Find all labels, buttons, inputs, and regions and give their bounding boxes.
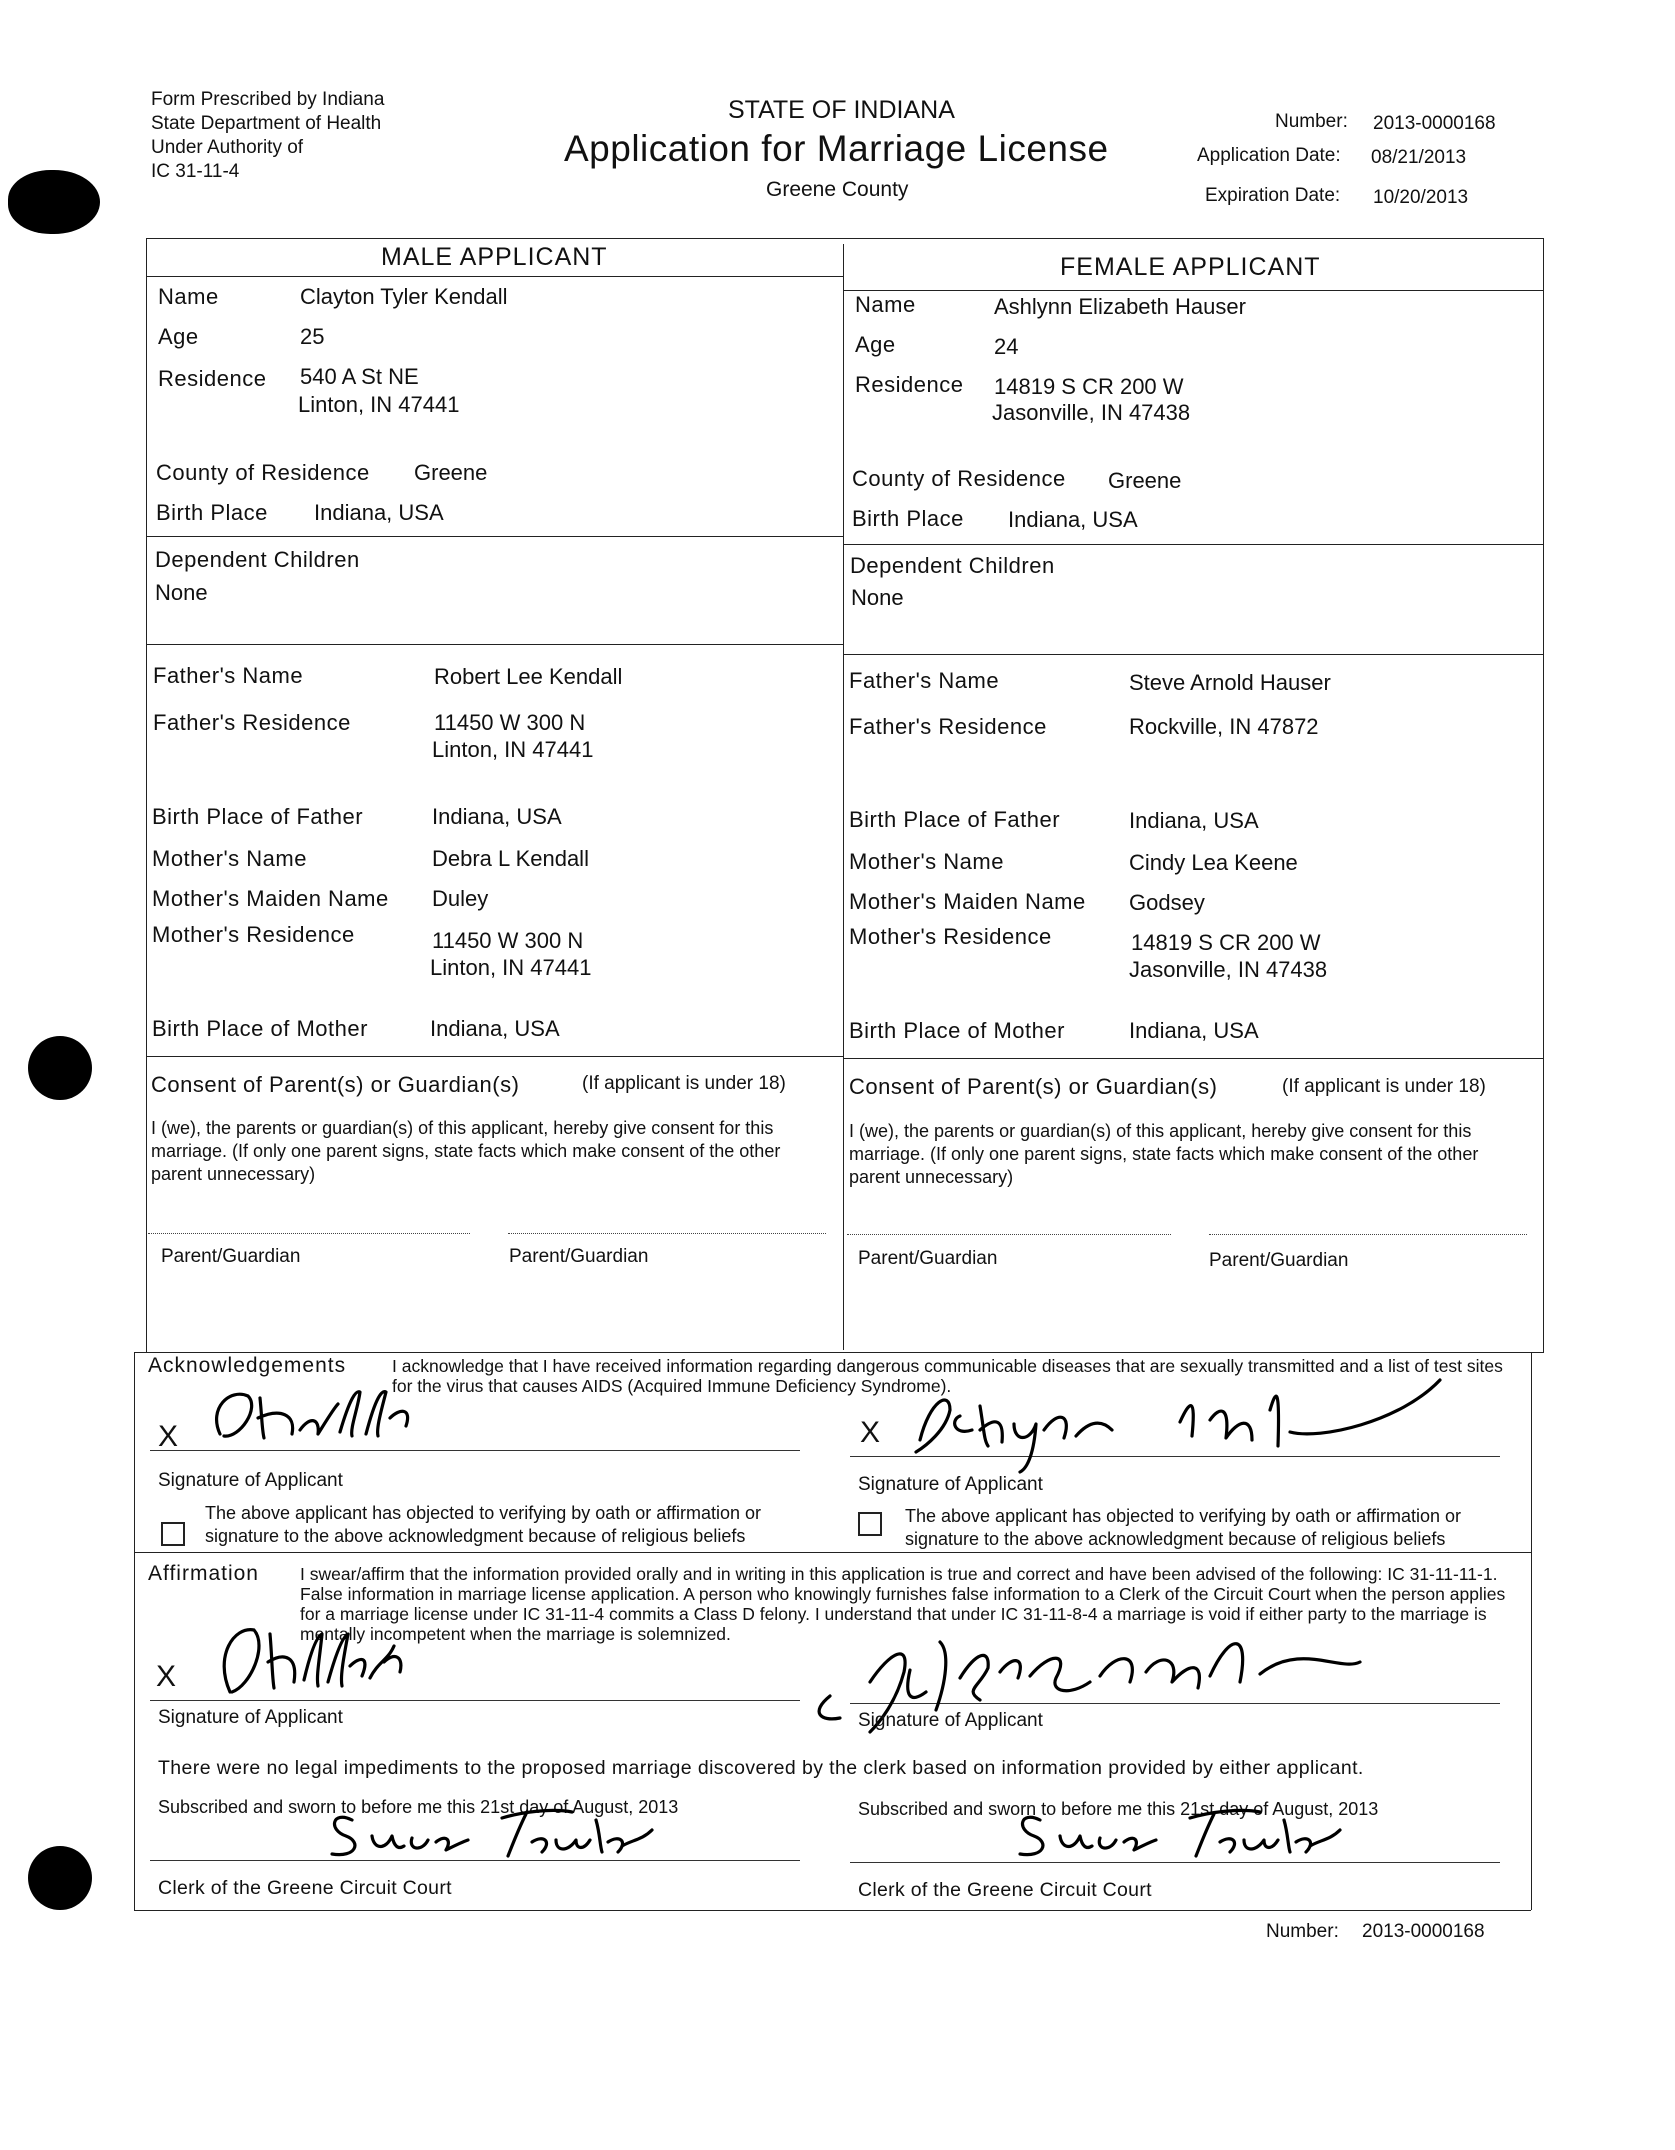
male-county-value: Greene: [414, 460, 488, 485]
female-sig-of-applicant-1: Signature of Applicant: [858, 1474, 1043, 1495]
male-heading: MALE APPLICANT: [381, 243, 608, 271]
application-date-value: 08/21/2013: [1371, 147, 1467, 168]
state-heading: STATE OF INDIANA: [728, 96, 955, 124]
punch-hole-top: [8, 170, 100, 234]
female-residence-label: Residence: [855, 372, 964, 397]
female-clerk-caption: Clerk of the Greene Circuit Court: [858, 1879, 1152, 1901]
male-ack-sig-x: X: [158, 1420, 179, 1453]
female-dependent-value: None: [851, 585, 904, 610]
male-objection-text: The above applicant has objected to verifying by oath or affirmation or signature to the above acknowledgment because of religious beliefs: [205, 1503, 761, 1546]
number-label: Number:: [1275, 111, 1348, 132]
punch-hole-middle: [28, 1036, 92, 1100]
female-consent-title: Consent of Parent(s) or Guardian(s): [849, 1074, 1218, 1099]
female-mother-name-label: Mother's Name: [849, 849, 1004, 874]
male-clerk-signature: [312, 1790, 672, 1870]
female-dependent-label: Dependent Children: [850, 553, 1055, 578]
county-heading: Greene County: [766, 178, 909, 201]
male-parent-guardian-1: Parent/Guardian: [161, 1246, 301, 1267]
female-consent-note: (If applicant is under 18): [1282, 1076, 1486, 1097]
prescribed-line-3: Under Authority of: [151, 137, 304, 158]
male-county-label: County of Residence: [156, 460, 370, 485]
male-residence-line-1: 540 A St NE: [300, 364, 419, 389]
male-mother-maiden-label: Mother's Maiden Name: [152, 886, 389, 911]
male-father-birth-label: Birth Place of Father: [152, 804, 364, 829]
prescribed-line-1: Form Prescribed by Indiana: [151, 89, 385, 110]
male-consent-note: (If applicant is under 18): [582, 1073, 786, 1094]
punch-hole-bottom: [28, 1846, 92, 1910]
male-parent-guardian-2: Parent/Guardian: [509, 1246, 649, 1267]
female-residence-line-2: Jasonville, IN 47438: [992, 400, 1191, 425]
male-father-res-label: Father's Residence: [153, 710, 351, 735]
prescribed-line-2: State Department of Health: [151, 113, 382, 134]
male-mother-birth-label: Birth Place of Mother: [152, 1016, 368, 1041]
male-mother-res-label: Mother's Residence: [152, 922, 355, 947]
male-ack-signature: [200, 1378, 460, 1458]
male-consent-text: I (we), the parents or guardian(s) of this applicant, hereby give consent for this marriage. (If only one parent signs, state facts which make consent of the other parent unnecessary): [151, 1118, 781, 1184]
female-residence-line-1: 14819 S CR 200 W: [994, 374, 1184, 399]
female-ack-signature: [880, 1360, 1480, 1480]
acknowledgements-text: I acknowledge that I have received information regarding dangerous communicable diseases that are sexually transmitted and a list of test sites for the virus that causes AIDS (Acquired Immune Deficiency Syndrome).: [392, 1356, 1503, 1396]
male-mother-name-label: Mother's Name: [152, 846, 307, 871]
male-residence-label: Residence: [158, 366, 267, 391]
female-consent-text: I (we), the parents or guardian(s) of this applicant, hereby give consent for this marriage. (If only one parent signs, state facts which make consent of the other parent unnecessary): [849, 1121, 1479, 1187]
female-mother-res-label: Mother's Residence: [849, 924, 1052, 949]
female-mother-name-value: Cindy Lea Keene: [1129, 850, 1298, 875]
female-parent-guardian-1: Parent/Guardian: [858, 1248, 998, 1269]
male-name-value: Clayton Tyler Kendall: [300, 284, 508, 309]
male-subscribed-text: Subscribed and sworn to before me this 21st day of August, 2013: [158, 1797, 679, 1817]
female-county-value: Greene: [1108, 468, 1182, 493]
male-father-res-line-2: Linton, IN 47441: [432, 737, 594, 762]
female-mother-maiden-label: Mother's Maiden Name: [849, 889, 1086, 914]
male-birthplace-value: Indiana, USA: [314, 500, 444, 525]
number-value: 2013-0000168: [1373, 113, 1496, 134]
male-consent-title: Consent of Parent(s) or Guardian(s): [151, 1072, 520, 1097]
male-birthplace-label: Birth Place: [156, 500, 268, 525]
impediments-statement: There were no legal impediments to the proposed marriage discovered by the clerk based on information provided by either applicant.: [158, 1757, 1364, 1779]
female-county-label: County of Residence: [852, 466, 1066, 491]
female-mother-birth-label: Birth Place of Mother: [849, 1018, 1065, 1043]
female-objection-text: The above applicant has objected to verifying by oath or affirmation or signature to the above acknowledgment because of religious beliefs: [905, 1506, 1461, 1549]
female-father-name-label: Father's Name: [849, 668, 1000, 693]
male-aff-sig-x: X: [156, 1660, 177, 1693]
female-objection-checkbox[interactable]: [858, 1512, 882, 1536]
male-aff-signature: [204, 1606, 444, 1706]
female-birthplace-value: Indiana, USA: [1008, 507, 1138, 532]
female-mother-birth-value: Indiana, USA: [1129, 1018, 1259, 1043]
prescribed-line-4: IC 31-11-4: [151, 161, 240, 182]
female-name-value: Ashlynn Elizabeth Hauser: [994, 294, 1246, 319]
male-dependent-label: Dependent Children: [155, 547, 360, 572]
male-clerk-caption: Clerk of the Greene Circuit Court: [158, 1877, 452, 1899]
female-mother-res-line-1: 14819 S CR 200 W: [1131, 930, 1321, 955]
male-father-birth-value: Indiana, USA: [432, 804, 562, 829]
expiration-date-label: Expiration Date:: [1205, 185, 1341, 206]
female-father-res-label: Father's Residence: [849, 714, 1047, 739]
female-parent-guardian-2: Parent/Guardian: [1209, 1250, 1349, 1271]
female-clerk-line: [850, 1862, 1500, 1863]
female-sig-of-applicant-2: Signature of Applicant: [858, 1710, 1043, 1731]
application-date-label: Application Date:: [1197, 145, 1341, 166]
female-subscribed-text: Subscribed and sworn to before me this 21st day of August, 2013: [858, 1799, 1379, 1819]
male-sig-of-applicant-2: Signature of Applicant: [158, 1707, 343, 1728]
male-name-label: Name: [158, 284, 219, 309]
male-mother-birth-value: Indiana, USA: [430, 1016, 560, 1041]
male-objection-checkbox[interactable]: [161, 1522, 185, 1546]
male-father-name-value: Robert Lee Kendall: [434, 664, 623, 689]
male-mother-res-line-2: Linton, IN 47441: [430, 955, 592, 980]
male-dependent-value: None: [155, 580, 208, 605]
affirmation-text: I swear/affirm that the information provided orally and in writing in this application is true and correct and have been advised of the following: IC 31-11-11-1. False information in marriage license application. A person who knowingly furnishes false information to a Clerk of the Circuit Court when the person applies for a marriage license under IC 31-11-4 commits a Class D felony. I understand that under IC 31-11-8-4 a marriage is void if either party to the marriage is mentally incompetent when the marriage is solemnized.: [300, 1564, 1506, 1644]
male-mother-maiden-value: Duley: [432, 886, 489, 911]
footer-number-label: Number:: [1266, 1921, 1339, 1942]
female-mother-res-line-2: Jasonville, IN 47438: [1129, 957, 1328, 982]
female-birthplace-label: Birth Place: [852, 506, 964, 531]
footer-number-value: 2013-0000168: [1362, 1921, 1485, 1942]
female-age-value: 24: [994, 334, 1019, 359]
female-clerk-signature: [1000, 1790, 1360, 1870]
female-heading: FEMALE APPLICANT: [1060, 253, 1321, 281]
female-father-birth-label: Birth Place of Father: [849, 807, 1061, 832]
female-age-label: Age: [855, 332, 896, 357]
male-residence-line-2: Linton, IN 47441: [298, 392, 460, 417]
male-father-res-line-1: 11450 W 300 N: [434, 710, 586, 735]
female-name-label: Name: [855, 292, 916, 317]
female-father-name-value: Steve Arnold Hauser: [1129, 670, 1331, 695]
acknowledgements-title: Acknowledgements: [148, 1354, 347, 1377]
female-ack-sig-x: X: [860, 1416, 881, 1449]
male-mother-name-value: Debra L Kendall: [432, 846, 589, 871]
male-age-label: Age: [158, 324, 199, 349]
female-mother-maiden-value: Godsey: [1129, 890, 1205, 915]
page-title: Application for Marriage License: [564, 128, 1109, 169]
affirmation-title: Affirmation: [148, 1562, 259, 1585]
male-clerk-line: [150, 1860, 800, 1861]
male-sig-of-applicant-1: Signature of Applicant: [158, 1470, 343, 1491]
male-age-value: 25: [300, 324, 325, 349]
male-father-name-label: Father's Name: [153, 663, 304, 688]
female-father-birth-value: Indiana, USA: [1129, 808, 1259, 833]
expiration-date-value: 10/20/2013: [1373, 187, 1469, 208]
female-father-res-line-1: Rockville, IN 47872: [1129, 714, 1319, 739]
male-mother-res-line-1: 11450 W 300 N: [432, 928, 584, 953]
